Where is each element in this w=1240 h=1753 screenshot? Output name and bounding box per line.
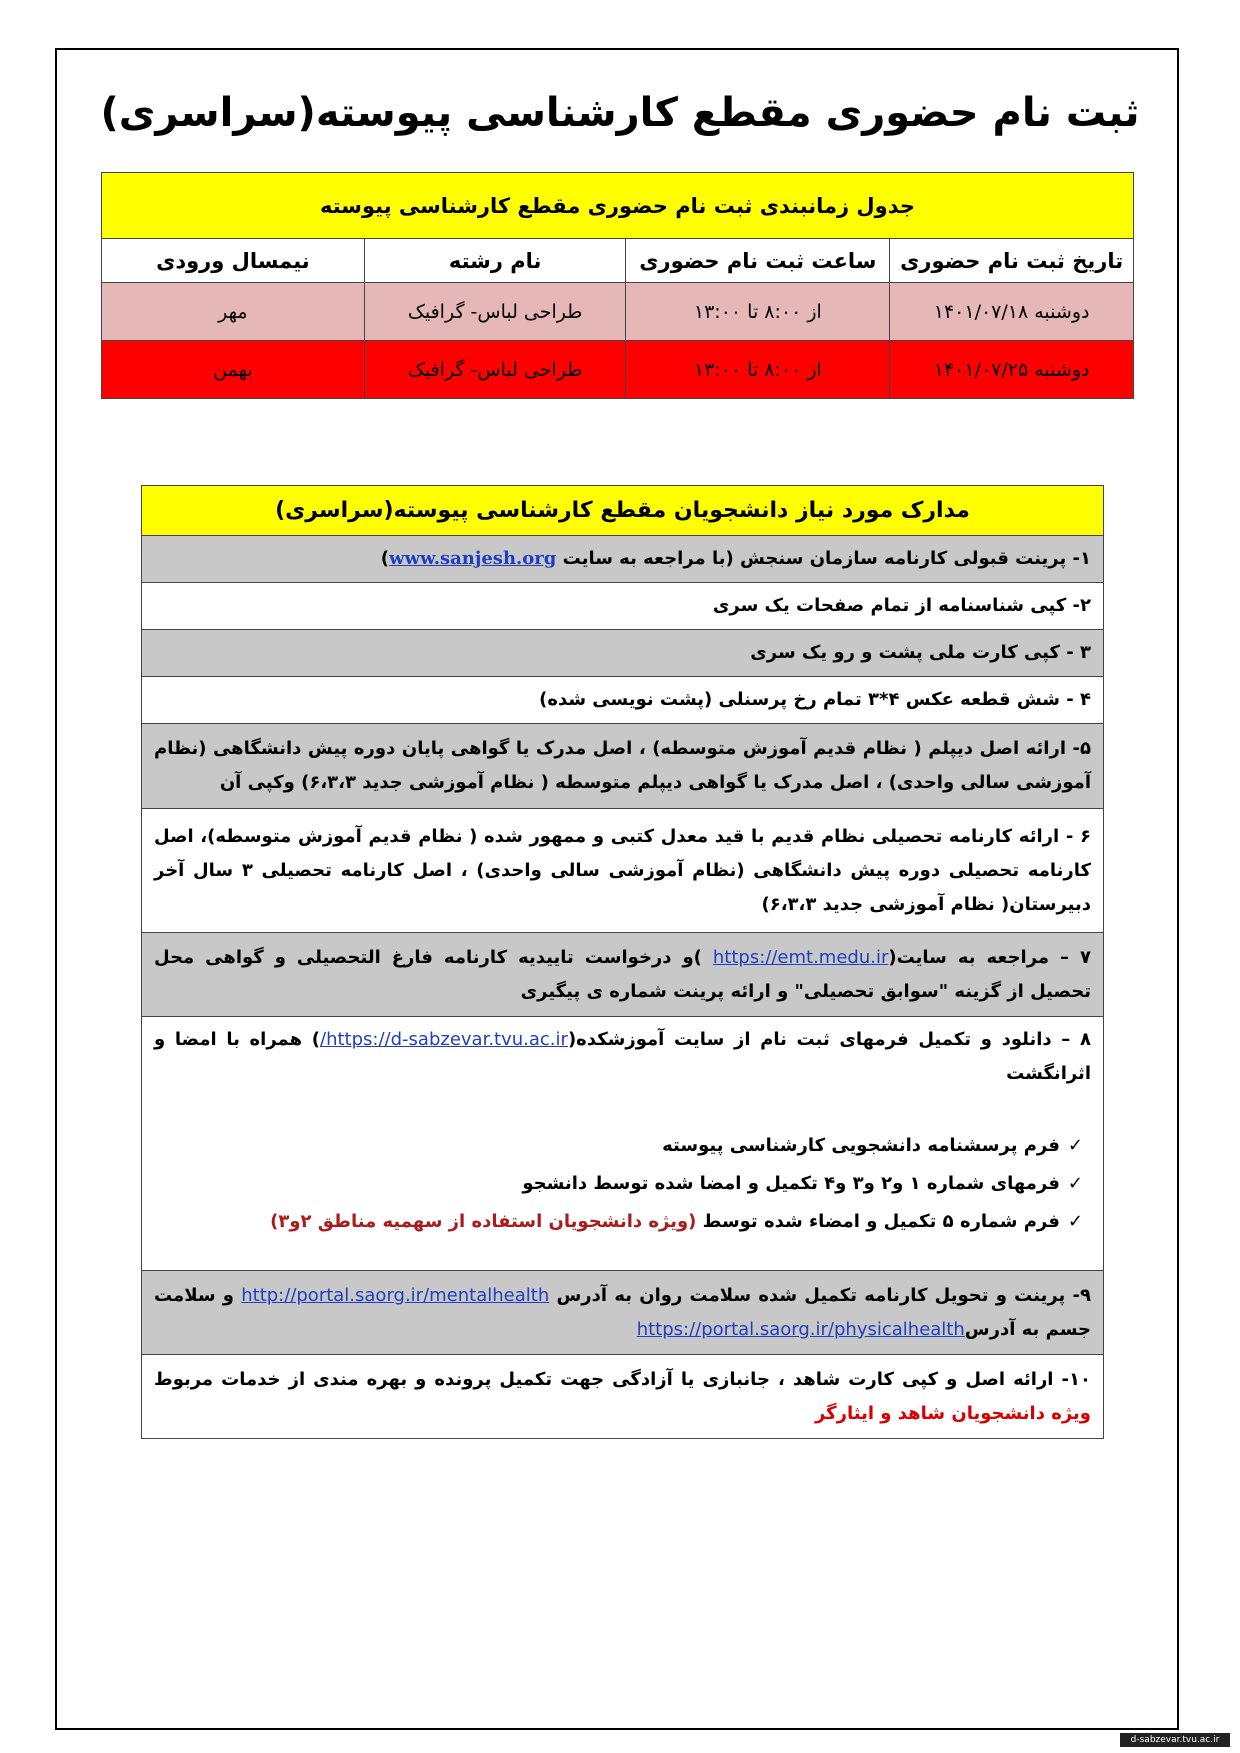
cell-field: طراحی لباس- گرافیک [364,341,626,399]
checkmark-icon: ✓ [1067,1173,1083,1194]
list-item [142,536,1104,583]
list-item: ۵- ارائه اصل دیپلم ( نظام قدیم آموزش متوسطه) ، اصل مدرک یا گواهی پایان دوره پیش دانشگاهی (نظام آموزشی سالی واحدی) ، اصل مدرک یا گواهی دیپلم متوسطه ( نظام آموزشی جدید ۶،۳،۳) وکپی آن [142,724,1104,809]
documents-table [141,485,1104,1439]
checkmark-icon: ✓ [1067,1135,1083,1156]
table-row [102,341,1134,399]
emt-link[interactable]: https://emt.medu.ir [712,946,889,968]
list-item: ۶ - ارائه کارنامه تحصیلی نظام قدیم با قید معدل کتبی و ممهور شده ( نظام قدیم آموزش متوسطه)، اصل کارنامه تحصیلی دوره پیش دانشگاهی (نظام آموزشی سالی واحدی) ، اصل کارنامه تحصیلی ۳ سال آخر دبیرستان( نظام آموزشی جدید ۶،۳،۳) [142,809,1104,933]
item-10-highlight: ویژه دانشجویان شاهد و ایثارگر [814,1402,1091,1424]
schedule-heading: جدول زمانبندی ثبت نام حضوری مقطع کارشناسی پیوسته [102,173,1134,239]
list-item [142,1355,1104,1439]
forms-checklist [154,1127,1091,1241]
cell-time: از ۸:۰۰ تا ۱۳:۰۰ [626,341,890,399]
tvu-link[interactable]: https://d-sabzevar.tvu.ac.ir/ [320,1029,568,1050]
list-item [142,933,1104,1017]
table-row [102,283,1134,341]
item-8-text-after: ) همراه با امضا و اثرانگشت [154,1029,1091,1084]
checkmark-icon: ✓ [1067,1211,1083,1232]
documents-heading: مدارک مورد نیاز دانشجویان مقطع کارشناسی پیوسته(سراسری) [142,486,1104,536]
checklist-item [154,1127,1083,1165]
item-8-text: ۸ – دانلود و تکمیل فرمهای ثبت نام از سایت آموزشکده( [567,1029,1091,1050]
checklist-note: (ویژه دانشجویان استفاده از سهمیه مناطق ۲و۳) [270,1211,697,1232]
cell-date: دوشنبه ۱۴۰۱/۰۷/۱۸ [890,283,1134,341]
item-1-close: ) [380,548,390,569]
list-item [142,1271,1104,1355]
checklist-item [154,1165,1083,1203]
list-item: ۲- کپی شناسنامه از تمام صفحات یک سری [142,583,1104,630]
cell-date: دوشنبه ۱۴۰۱/۰۷/۲۵ [890,341,1134,399]
schedule-table [101,172,1134,399]
item-10-text: ۱۰- ارائه اصل و کپی کارت شاهد ، جانبازی یا آزادگی جهت تکمیل پرونده و بهره مندی از خدمات مربوط [154,1368,1091,1390]
mentalhealth-link[interactable]: http://portal.saorg.ir/mentalhealth [241,1284,550,1306]
checklist-text: فرمهای شماره ۱ و۲ و۳ و۴ تکمیل و امضا شده توسط دانشجو [522,1173,1060,1194]
column-header-semester: نیمسال ورودی [102,239,365,283]
item-1-text: ۱- پرینت قبولی کارنامه سازمان سنجش (با مراجعه به سایت [556,548,1091,569]
item-9-text: ۹- پرینت و تحویل کارنامه تکمیل شده سلامت روان به آدرس [549,1284,1091,1306]
item-7-text: ۷ – مراجعه به سایت( [888,946,1091,968]
list-item: ۴ - شش قطعه عکس ۴*۳ تمام رخ پرسنلی (پشت نویسی شده) [142,677,1104,724]
cell-time: از ۸:۰۰ تا ۱۳:۰۰ [626,283,890,341]
list-item: ۳ - کپی کارت ملی پشت و رو یک سری [142,630,1104,677]
list-item [142,1017,1104,1271]
checklist-text: فرم شماره ۵ تکمیل و امضاء شده توسط [696,1211,1060,1232]
item-7-text-after: )و درخواست تاییدیه کارنامه فارغ التحصیلی و گواهی محل تحصیل از گزینه "سوابق تحصیلی" و ارائه پرینت شماره ی پیگیری [154,946,1091,1002]
item-9-text-mid: و سلامت جسم به آدرس [154,1284,1091,1340]
checklist-text: فرم پرسشنامه دانشجویی کارشناسی پیوسته [662,1135,1060,1156]
footer-site-logo: d-sabzevar.tvu.ac.ir [1120,1733,1230,1747]
column-header-field: نام رشته [364,239,626,283]
column-header-date: تاریخ ثبت نام حضوری [890,239,1134,283]
column-header-time: ساعت ثبت نام حضوری [626,239,890,283]
page-title: ثبت نام حضوری مقطع کارشناسی پیوسته(سراسری) [100,90,1140,136]
cell-field: طراحی لباس- گرافیک [364,283,626,341]
sanjesh-link[interactable]: www.sanjesh.org [389,548,557,569]
cell-semester: بهمن [102,341,365,399]
checklist-item [154,1203,1083,1241]
physicalhealth-link[interactable]: https://portal.saorg.ir/physicalhealth [636,1318,965,1340]
cell-semester: مهر [102,283,365,341]
